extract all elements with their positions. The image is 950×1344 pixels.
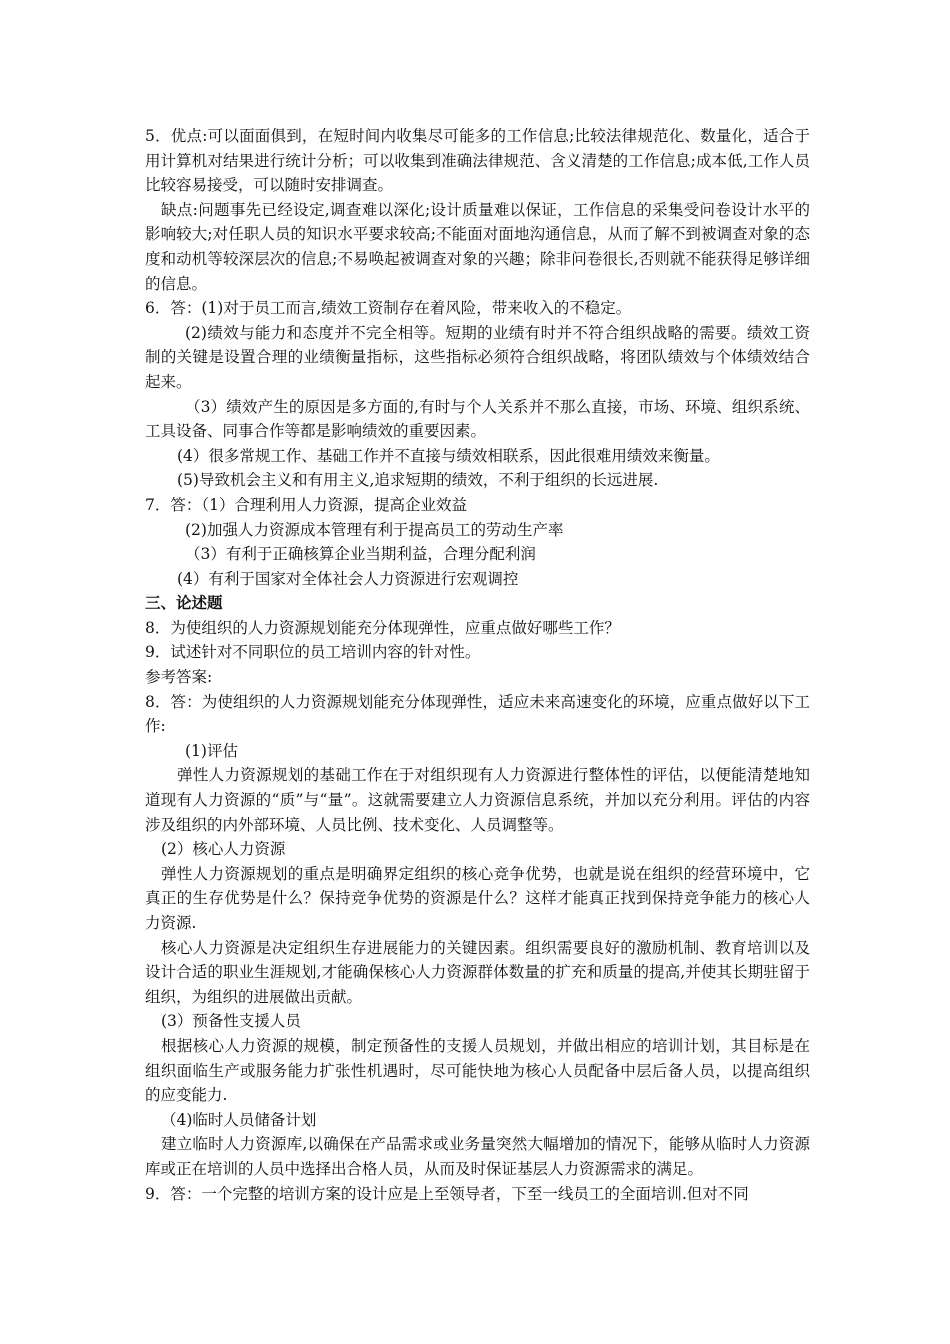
paragraph-5-disadvantages: 缺点:问题事先已经设定,调查难以深化;设计质量难以保证，工作信息的采集受问卷设计水平的影响较大;对任职人员的知识水平要求较高;不能面对面地沟通信息，从而了解不到被调查对象的态度和动机等较深层次的信息;不易唤起被调查对象的兴趣；除非问卷很长,否则就不能获得足够详细的信息。 — [145, 200, 810, 293]
answer-9-intro: 9．答：一个完整的培训方案的设计应是上至领导者，下至一线员工的全面培训.但对不同 — [145, 1184, 749, 1203]
paragraph-7-answer-2: (2)加强人力资源成本管理有利于提高员工的劳动生产率 — [185, 520, 564, 539]
answer-8-item-1-body: 弹性人力资源规划的基础工作在于对组织现有人力资源进行整体性的评估，以便能清楚地知道现有人力资源的“质”与“量”。这就需要建立人力资源信息系统，并加以充分利用。评估的内容涉及组织的内外部环境、人员比例、技术变化、人员调整等。 — [145, 766, 810, 834]
paragraph-7-answer-3: （3）有利于正确核算企业当期利益，合理分配利润 — [185, 545, 536, 564]
section-heading: 三、论述题 — [145, 593, 223, 613]
question-9: 9．试述针对不同职位的员工培训内容的针对性。 — [145, 643, 481, 662]
paragraph-6-answer-2: (2)绩效与能力和态度并不完全相等。短期的业绩有时并不符合组织战略的需要。绩效工资制的关键是设置合理的业绩衡量指标，这些指标必须符合组织战略，将团队绩效与个体绩效结合起来。 — [145, 323, 810, 391]
answer-8-item-4-title: （4)临时人员储备计划 — [161, 1110, 317, 1129]
answer-8-item-1-title: (1)评估 — [185, 741, 238, 760]
answer-8-item-2-body-a: 弹性人力资源规划的重点是明确界定组织的核心竞争优势，也就是说在组织的经营环境中，它真正的生存优势是什么？保持竞争优势的资源是什么？这样才能真正找到保持竞争能力的核心人力资源. — [145, 864, 810, 932]
paragraph-7-answer-1: 7．答：（1）合理利用人力资源，提高企业效益 — [145, 495, 467, 514]
answer-8-item-2-body-b: 核心人力资源是决定组织生存进展能力的关键因素。组织需要良好的激励机制、教育培训以及设计合适的职业生涯规划,才能确保核心人力资源群体数量的扩充和质量的提高,并使其长期驻留于组织，为组织的进展做出贡献。 — [145, 938, 810, 1006]
reference-answers-label: 参考答案: — [145, 668, 213, 687]
paragraph-6-answer-4: (4）很多常规工作、基础工作并不直接与绩效相联系，因此很难用绩效来衡量。 — [177, 446, 720, 465]
paragraph-6-answer-5: (5)导致机会主义和有用主义,追求短期的绩效，不利于组织的长远进展. — [177, 471, 659, 490]
paragraph-6-answer-3: （3）绩效产生的原因是多方面的,有时与个人关系并不那么直接，市场、环境、组织系统、工具设备、同事合作等都是影响绩效的重要因素。 — [145, 397, 810, 441]
answer-8-intro: 8．答：为使组织的人力资源规划能充分体现弹性，适应未来高速变化的环境，应重点做好以下工作: — [145, 692, 810, 736]
document-body — [145, 124, 810, 1206]
paragraph-6-answer-1: 6．答：(1)对于员工而言,绩效工资制存在着风险，带来收入的不稳定。 — [145, 299, 632, 318]
paragraph-5-advantages: 5．优点:可以面面俱到，在短时间内收集尽可能多的工作信息;比较法律规范化、数量化，适合于用计算机对结果进行统计分析；可以收集到准确法律规范、含义清楚的工作信息;成本低,工作人员比较容易接受，可以随时安排调查。 — [145, 127, 810, 195]
answer-8-item-4-body: 建立临时人力资源库,以确保在产品需求或业务量突然大幅增加的情况下，能够从临时人力资源库或正在培训的人员中选择出合格人员，从而及时保证基层人力资源需求的满足。 — [145, 1135, 810, 1178]
question-8: 8．为使组织的人力资源规划能充分体现弹性，应重点做好哪些工作？ — [145, 618, 620, 637]
answer-8-item-2-title: (2）核心人力资源 — [161, 840, 286, 859]
answer-8-item-3-title: (3）预备性支援人员 — [161, 1012, 301, 1031]
answer-8-item-3-body: 根据核心人力资源的规模，制定预备性的支援人员规划，并做出相应的培训计划，其目标是在组织面临生产或服务能力扩张性机遇时，尽可能快地为核心人员配备中层后备人员，以提高组织的应变能力. — [145, 1036, 810, 1105]
paragraph-7-answer-4: (4）有利于国家对全体社会人力资源进行宏观调控 — [177, 569, 519, 588]
